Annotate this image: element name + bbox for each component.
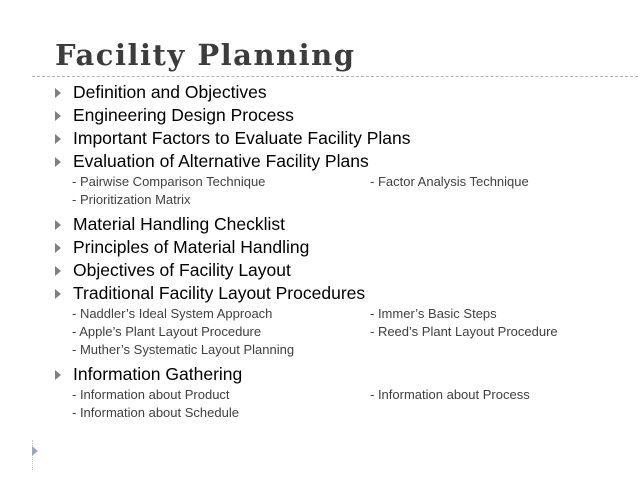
bullet-label: Information Gathering bbox=[73, 364, 243, 384]
bullet-label: Principles of Material Handling bbox=[73, 237, 310, 257]
triangle-right-icon bbox=[55, 266, 61, 276]
title-divider bbox=[32, 76, 638, 77]
bullet-label: Objectives of Facility Layout bbox=[73, 260, 291, 280]
bullet-label: Evaluation of Alternative Facility Plans bbox=[73, 151, 369, 171]
bullet-item bbox=[0, 236, 638, 259]
bullet-item bbox=[0, 363, 638, 386]
bullet-list bbox=[0, 81, 638, 422]
sub-item: - Muther’s Systematic Layout Planning bbox=[72, 342, 295, 357]
bullet-label: Engineering Design Process bbox=[73, 105, 294, 125]
sub-item: - Immer’s Basic Steps bbox=[370, 306, 497, 321]
sub-item-row bbox=[0, 173, 638, 191]
triangle-right-icon bbox=[55, 111, 61, 121]
bullet-item bbox=[0, 150, 638, 173]
sub-item-row bbox=[0, 305, 638, 323]
sub-item: - Pairwise Comparison Technique bbox=[72, 174, 266, 189]
sub-item: - Naddler’s Ideal System Approach bbox=[72, 306, 273, 321]
sub-item: - Factor Analysis Technique bbox=[370, 174, 529, 189]
bullet-item bbox=[0, 282, 638, 305]
sub-item: - Information about Process bbox=[370, 387, 530, 402]
sub-item: - Information about Product bbox=[72, 387, 230, 402]
sub-item: - Information about Schedule bbox=[72, 405, 239, 420]
triangle-right-icon bbox=[55, 134, 61, 144]
sub-item-row bbox=[0, 386, 638, 404]
sub-item-row bbox=[0, 404, 638, 422]
bullet-item bbox=[0, 213, 638, 236]
bullet-label: Traditional Facility Layout Procedures bbox=[73, 283, 366, 303]
bullet-item bbox=[0, 81, 638, 104]
bullet-label: Definition and Objectives bbox=[73, 82, 267, 102]
triangle-right-icon bbox=[55, 243, 61, 253]
triangle-right-icon bbox=[55, 289, 61, 299]
bullet-item bbox=[0, 127, 638, 150]
sub-item-row bbox=[0, 323, 638, 341]
triangle-right-icon bbox=[55, 370, 61, 380]
triangle-right-icon bbox=[55, 220, 61, 230]
bullet-label: Material Handling Checklist bbox=[73, 214, 286, 234]
sub-item-row bbox=[0, 191, 638, 209]
bullet-item bbox=[0, 104, 638, 127]
bullet-item bbox=[0, 259, 638, 282]
slide-title: Facility Planning bbox=[55, 38, 356, 72]
triangle-right-icon bbox=[55, 88, 61, 98]
bullet-label: Important Factors to Evaluate Facility Plans bbox=[73, 128, 411, 148]
triangle-right-icon bbox=[32, 446, 38, 456]
sub-item: - Apple’s Plant Layout Procedure bbox=[72, 324, 262, 339]
sub-item: - Reed’s Plant Layout Procedure bbox=[370, 324, 558, 339]
sub-item: - Prioritization Matrix bbox=[72, 192, 191, 207]
triangle-right-icon bbox=[55, 157, 61, 167]
sub-item-row bbox=[0, 341, 638, 359]
